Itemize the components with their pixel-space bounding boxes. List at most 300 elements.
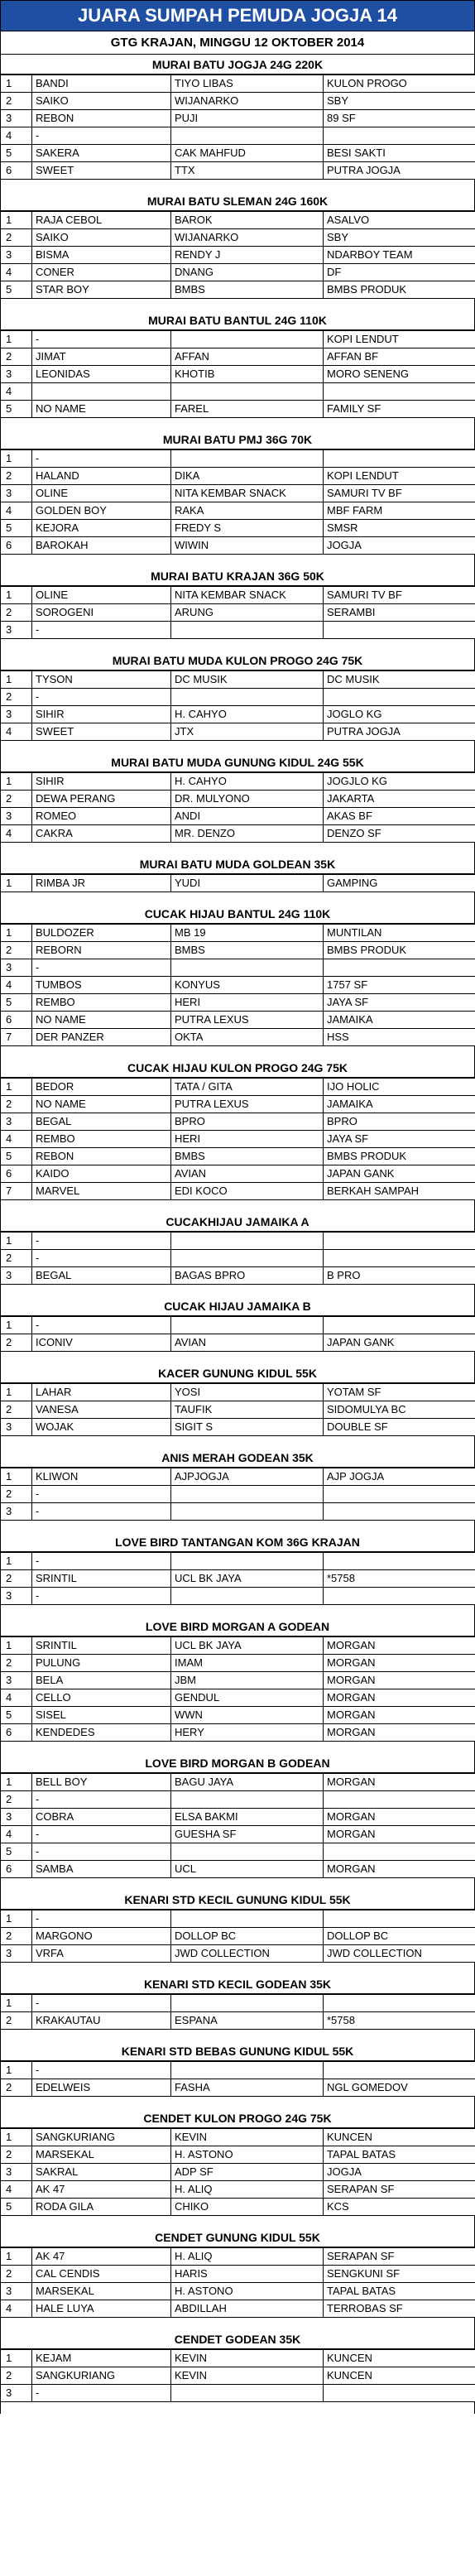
rank-cell: 2: [1, 2367, 32, 2385]
rank-cell: 1: [1, 1553, 32, 1570]
team-cell: AFFAN BF: [324, 348, 475, 366]
rank-cell: 3: [1, 2164, 32, 2181]
owner-cell: TATA / GITA: [171, 1079, 324, 1096]
results-table: [0, 74, 475, 180]
table-row: [1, 622, 475, 639]
owner-cell: BPRO: [171, 1113, 324, 1131]
bird-name-cell: HALE LUYA: [32, 2300, 171, 2318]
team-cell: MORGAN: [324, 1724, 475, 1742]
rank-cell: 1: [1, 1468, 32, 1486]
rank-cell: 2: [1, 689, 32, 706]
bird-name-cell: REBON: [32, 110, 171, 127]
table-row: [1, 1148, 475, 1165]
category-title: MURAI BATU KRAJAN 36G 50K: [0, 566, 475, 586]
bird-name-cell: ROMEO: [32, 808, 171, 825]
table-row: [1, 2248, 475, 2266]
table-row: [1, 1672, 475, 1689]
team-cell: PUTRA JOGJA: [324, 162, 475, 180]
bird-name-cell: DEWA PERANG: [32, 791, 171, 808]
bird-name-cell: SRINTIL: [32, 1570, 171, 1588]
table-row: [1, 671, 475, 689]
team-cell: MORGAN: [324, 1774, 475, 1791]
owner-cell: FASHA: [171, 2079, 324, 2097]
team-cell: SERAPAN SF: [324, 2181, 475, 2199]
table-row: [1, 1250, 475, 1267]
category-title: MURAI BATU MUDA GOLDEAN 35K: [0, 854, 475, 874]
rank-cell: 1: [1, 1637, 32, 1655]
table-row: [1, 604, 475, 622]
table-row: [1, 1233, 475, 1250]
category-title: KENARI STD KECIL GODEAN 35K: [0, 1974, 475, 1994]
owner-cell: [171, 622, 324, 639]
table-row: [1, 1079, 475, 1096]
team-cell: B PRO: [324, 1267, 475, 1285]
owner-cell: RENDY J: [171, 247, 324, 264]
team-cell: KOPI LENDUT: [324, 331, 475, 348]
table-row: [1, 994, 475, 1012]
team-cell: NDARBOY TEAM: [324, 247, 475, 264]
bird-name-cell: -: [32, 1843, 171, 1861]
team-cell: [324, 1843, 475, 1861]
bird-name-cell: MARGONO: [32, 1928, 171, 1945]
team-cell: [324, 622, 475, 639]
bird-name-cell: -: [32, 1486, 171, 1503]
rank-cell: 5: [1, 145, 32, 162]
table-row: [1, 1655, 475, 1672]
team-cell: JOGJLO KG: [324, 773, 475, 791]
table-row: [1, 825, 475, 843]
bird-name-cell: BELL BOY: [32, 1774, 171, 1791]
owner-cell: HERY: [171, 1724, 324, 1742]
results-table: [0, 2061, 475, 2097]
rank-cell: 2: [1, 604, 32, 622]
rank-cell: 3: [1, 247, 32, 264]
team-cell: PUTRA JOGJA: [324, 723, 475, 741]
bird-name-cell: REBON: [32, 1148, 171, 1165]
team-cell: MORGAN: [324, 1861, 475, 1878]
bird-name-cell: BELA: [32, 1672, 171, 1689]
team-cell: [324, 1250, 475, 1267]
team-cell: BESI SAKTI: [324, 145, 475, 162]
bird-name-cell: -: [32, 450, 171, 468]
owner-cell: HARIS: [171, 2266, 324, 2283]
owner-cell: DIKA: [171, 468, 324, 485]
table-row: [1, 2367, 475, 2385]
bird-name-cell: PULUNG: [32, 1655, 171, 1672]
owner-cell: [171, 1553, 324, 1570]
team-cell: MBF FARM: [324, 502, 475, 520]
owner-cell: NITA KEMBAR SNACK: [171, 485, 324, 502]
category-title: CENDET KULON PROGO 24G 75K: [0, 2108, 475, 2128]
team-cell: KOPI LENDUT: [324, 468, 475, 485]
bird-name-cell: LAHAR: [32, 1384, 171, 1401]
team-cell: SMSR: [324, 520, 475, 537]
team-cell: SAMURI TV BF: [324, 485, 475, 502]
bird-name-cell: -: [32, 1553, 171, 1570]
bird-name-cell: KEJAM: [32, 2350, 171, 2367]
team-cell: JOGLO KG: [324, 706, 475, 723]
table-row: [1, 791, 475, 808]
category-title: MURAI BATU JOGJA 24G 220K: [0, 55, 475, 74]
table-row: [1, 1384, 475, 1401]
table-row: [1, 212, 475, 229]
rank-cell: 2: [1, 1928, 32, 1945]
rank-cell: 3: [1, 1267, 32, 1285]
team-cell: MORGAN: [324, 1689, 475, 1707]
table-row: [1, 383, 475, 401]
owner-cell: AJPJOGJA: [171, 1468, 324, 1486]
bird-name-cell: SAIKO: [32, 93, 171, 110]
results-table: [0, 924, 475, 1046]
owner-cell: ESPANA: [171, 2012, 324, 2030]
category-title: CUCAK HIJAU JAMAIKA B: [0, 1296, 475, 1316]
rank-cell: 1: [1, 587, 32, 604]
owner-cell: H. ASTONO: [171, 2283, 324, 2300]
results-table: [0, 1468, 475, 1521]
rank-cell: 1: [1, 1910, 32, 1928]
table-row: [1, 2283, 475, 2300]
team-cell: MORGAN: [324, 1655, 475, 1672]
team-cell: [324, 1503, 475, 1521]
team-cell: SENGKUNI SF: [324, 2266, 475, 2283]
table-row: [1, 247, 475, 264]
bird-name-cell: SIHIR: [32, 706, 171, 723]
table-row: [1, 468, 475, 485]
section-spacer: [0, 892, 475, 904]
rank-cell: 3: [1, 1588, 32, 1605]
owner-cell: H. CAHYO: [171, 773, 324, 791]
bird-name-cell: -: [32, 1503, 171, 1521]
bird-name-cell: CAL CENDIS: [32, 2266, 171, 2283]
rank-cell: 4: [1, 1826, 32, 1843]
table-row: [1, 1113, 475, 1131]
bird-name-cell: NO NAME: [32, 1096, 171, 1113]
owner-cell: JWD COLLECTION: [171, 1945, 324, 1963]
table-row: [1, 2012, 475, 2030]
rank-cell: 2: [1, 1570, 32, 1588]
bird-name-cell: BEGAL: [32, 1267, 171, 1285]
table-row: [1, 1588, 475, 1605]
team-cell: 89 SF: [324, 110, 475, 127]
bird-name-cell: REMBO: [32, 1131, 171, 1148]
rank-cell: 2: [1, 1250, 32, 1267]
rank-cell: 3: [1, 1113, 32, 1131]
table-row: [1, 162, 475, 180]
section-spacer: [0, 2097, 475, 2108]
team-cell: JAPAN GANK: [324, 1165, 475, 1183]
bird-name-cell: -: [32, 2385, 171, 2402]
section-spacer: [0, 1285, 475, 1296]
bird-name-cell: VANESA: [32, 1401, 171, 1419]
table-row: [1, 2266, 475, 2283]
table-row: [1, 520, 475, 537]
team-cell: DOUBLE SF: [324, 1419, 475, 1436]
rank-cell: 4: [1, 264, 32, 281]
table-row: [1, 1707, 475, 1724]
rank-cell: 4: [1, 2181, 32, 2199]
owner-cell: [171, 1250, 324, 1267]
bird-name-cell: NO NAME: [32, 1012, 171, 1029]
rank-cell: 4: [1, 825, 32, 843]
owner-cell: TAUFIK: [171, 1401, 324, 1419]
team-cell: JAMAIKA: [324, 1096, 475, 1113]
results-sections: [0, 55, 475, 2414]
table-row: [1, 229, 475, 247]
team-cell: DENZO SF: [324, 825, 475, 843]
results-table: [0, 1316, 475, 1352]
rank-cell: 6: [1, 1012, 32, 1029]
rank-cell: 1: [1, 875, 32, 892]
table-row: [1, 1861, 475, 1878]
table-row: [1, 2385, 475, 2402]
bird-name-cell: STAR BOY: [32, 281, 171, 299]
bird-name-cell: REBORN: [32, 942, 171, 959]
rank-cell: 6: [1, 1165, 32, 1183]
rank-cell: 2: [1, 2079, 32, 2097]
bird-name-cell: VRFA: [32, 1945, 171, 1963]
category-title: CUCAKHIJAU JAMAIKA A: [0, 1212, 475, 1232]
table-row: [1, 1401, 475, 1419]
bird-name-cell: LEONIDAS: [32, 366, 171, 383]
rank-cell: 3: [1, 1809, 32, 1826]
owner-cell: EDI KOCO: [171, 1183, 324, 1200]
team-cell: BMBS PRODUK: [324, 281, 475, 299]
rank-cell: 2: [1, 93, 32, 110]
category-title: CUCAK HIJAU KULON PROGO 24G 75K: [0, 1058, 475, 1078]
table-row: [1, 689, 475, 706]
category-title: LOVE BIRD MORGAN B GODEAN: [0, 1753, 475, 1773]
bird-name-cell: BEDOR: [32, 1079, 171, 1096]
owner-cell: [171, 689, 324, 706]
bird-name-cell: TYSON: [32, 671, 171, 689]
owner-cell: FREDY S: [171, 520, 324, 537]
table-row: [1, 1012, 475, 1029]
rank-cell: 4: [1, 723, 32, 741]
team-cell: SAMURI TV BF: [324, 587, 475, 604]
rank-cell: 3: [1, 1945, 32, 1963]
table-row: [1, 1724, 475, 1742]
bird-name-cell: SANGKURIANG: [32, 2367, 171, 2385]
bird-name-cell: AK 47: [32, 2181, 171, 2199]
owner-cell: IMAM: [171, 1655, 324, 1672]
team-cell: SERAPAN SF: [324, 2248, 475, 2266]
rank-cell: 4: [1, 1131, 32, 1148]
owner-cell: GENDUL: [171, 1689, 324, 1707]
bird-name-cell: RIMBA JR: [32, 875, 171, 892]
team-cell: JAPAN GANK: [324, 1334, 475, 1352]
table-row: [1, 485, 475, 502]
section-spacer: [0, 741, 475, 752]
table-row: [1, 2181, 475, 2199]
owner-cell: BAGU JAYA: [171, 1774, 324, 1791]
bird-name-cell: SANGKURIANG: [32, 2129, 171, 2146]
table-row: [1, 1570, 475, 1588]
rank-cell: 2: [1, 2266, 32, 2283]
team-cell: [324, 1791, 475, 1809]
bird-name-cell: SWEET: [32, 162, 171, 180]
team-cell: [324, 1910, 475, 1928]
owner-cell: WIJANARKO: [171, 229, 324, 247]
table-row: [1, 93, 475, 110]
table-row: [1, 1486, 475, 1503]
category-title: KACER GUNUNG KIDUL 55K: [0, 1363, 475, 1383]
results-table: [0, 449, 475, 555]
rank-cell: 4: [1, 127, 32, 145]
owner-cell: AVIAN: [171, 1165, 324, 1183]
rank-cell: 2: [1, 1655, 32, 1672]
rank-cell: 1: [1, 671, 32, 689]
table-row: [1, 264, 475, 281]
owner-cell: KHOTIB: [171, 366, 324, 383]
category-title: MURAI BATU MUDA KULON PROGO 24G 75K: [0, 651, 475, 670]
rank-cell: 1: [1, 925, 32, 942]
bird-name-cell: -: [32, 1995, 171, 2012]
bird-name-cell: CAKRA: [32, 825, 171, 843]
owner-cell: CAK MAHFUD: [171, 145, 324, 162]
owner-cell: HERI: [171, 1131, 324, 1148]
section-spacer: [0, 299, 475, 310]
owner-cell: DR. MULYONO: [171, 791, 324, 808]
rank-cell: 2: [1, 2146, 32, 2164]
section-spacer: [0, 1605, 475, 1617]
table-row: [1, 1183, 475, 1200]
team-cell: [324, 1553, 475, 1570]
owner-cell: WIWIN: [171, 537, 324, 555]
owner-cell: PUJI: [171, 110, 324, 127]
owner-cell: DOLLOP BC: [171, 1928, 324, 1945]
table-row: [1, 1928, 475, 1945]
team-cell: MORGAN: [324, 1637, 475, 1655]
bird-name-cell: KAIDO: [32, 1165, 171, 1183]
owner-cell: [171, 1995, 324, 2012]
bird-name-cell: AK 47: [32, 2248, 171, 2266]
rank-cell: 2: [1, 348, 32, 366]
section-spacer: [0, 843, 475, 854]
section-spacer: [0, 2402, 475, 2414]
team-cell: SBY: [324, 93, 475, 110]
team-cell: JWD COLLECTION: [324, 1945, 475, 1963]
rank-cell: 1: [1, 1079, 32, 1096]
rank-cell: 1: [1, 2350, 32, 2367]
owner-cell: SIGIT S: [171, 1419, 324, 1436]
owner-cell: JTX: [171, 723, 324, 741]
bird-name-cell: -: [32, 689, 171, 706]
rank-cell: 6: [1, 1861, 32, 1878]
table-row: [1, 1317, 475, 1334]
table-row: [1, 1809, 475, 1826]
team-cell: AJP JOGJA: [324, 1468, 475, 1486]
owner-cell: DNANG: [171, 264, 324, 281]
section-spacer: [0, 1878, 475, 1890]
rank-cell: 7: [1, 1183, 32, 1200]
team-cell: *5758: [324, 2012, 475, 2030]
rank-cell: 2: [1, 468, 32, 485]
team-cell: DC MUSIK: [324, 671, 475, 689]
team-cell: MUNTILAN: [324, 925, 475, 942]
section-spacer: [0, 1521, 475, 1532]
team-cell: [324, 689, 475, 706]
section-spacer: [0, 1436, 475, 1448]
results-table: [0, 1383, 475, 1436]
table-row: [1, 1419, 475, 1436]
rank-cell: 2: [1, 791, 32, 808]
owner-cell: WWN: [171, 1707, 324, 1724]
results-table: [0, 2128, 475, 2216]
rank-cell: 1: [1, 2062, 32, 2079]
team-cell: TAPAL BATAS: [324, 2283, 475, 2300]
rank-cell: 1: [1, 1995, 32, 2012]
team-cell: 1757 SF: [324, 977, 475, 994]
bird-name-cell: MARVEL: [32, 1183, 171, 1200]
team-cell: KUNCEN: [324, 2129, 475, 2146]
team-cell: [324, 1588, 475, 1605]
category-title: KENARI STD BEBAS GUNUNG KIDUL 55K: [0, 2041, 475, 2061]
team-cell: JAYA SF: [324, 1131, 475, 1148]
bird-name-cell: RAJA CEBOL: [32, 212, 171, 229]
table-row: [1, 1910, 475, 1928]
bird-name-cell: -: [32, 1588, 171, 1605]
rank-cell: 2: [1, 1096, 32, 1113]
table-row: [1, 1637, 475, 1655]
bird-name-cell: -: [32, 959, 171, 977]
rank-cell: 5: [1, 520, 32, 537]
team-cell: [324, 1317, 475, 1334]
bird-name-cell: OLINE: [32, 587, 171, 604]
results-table: [0, 2349, 475, 2402]
rank-cell: 3: [1, 366, 32, 383]
rank-cell: 5: [1, 1148, 32, 1165]
table-row: [1, 450, 475, 468]
team-cell: YOTAM SF: [324, 1384, 475, 1401]
team-cell: ASALVO: [324, 212, 475, 229]
team-cell: KUNCEN: [324, 2367, 475, 2385]
table-row: [1, 1689, 475, 1707]
owner-cell: PUTRA LEXUS: [171, 1012, 324, 1029]
rank-cell: 7: [1, 1029, 32, 1046]
rank-cell: 1: [1, 2129, 32, 2146]
rank-cell: 4: [1, 1689, 32, 1707]
team-cell: [324, 1486, 475, 1503]
rank-cell: 2: [1, 1334, 32, 1352]
section-spacer: [0, 180, 475, 191]
results-table: [0, 1994, 475, 2030]
bird-name-cell: WOJAK: [32, 1419, 171, 1436]
owner-cell: KEVIN: [171, 2350, 324, 2367]
owner-cell: KONYUS: [171, 977, 324, 994]
owner-cell: BMBS: [171, 942, 324, 959]
owner-cell: [171, 1791, 324, 1809]
rank-cell: 2: [1, 1486, 32, 1503]
team-cell: DOLLOP BC: [324, 1928, 475, 1945]
table-row: [1, 1096, 475, 1113]
rank-cell: 5: [1, 401, 32, 418]
category-title: CUCAK HIJAU BANTUL 24G 110K: [0, 904, 475, 924]
team-cell: [324, 383, 475, 401]
bird-name-cell: SIHIR: [32, 773, 171, 791]
bird-name-cell: -: [32, 622, 171, 639]
category-title: ANIS MERAH GODEAN 35K: [0, 1448, 475, 1468]
bird-name-cell: -: [32, 127, 171, 145]
table-row: [1, 281, 475, 299]
rank-cell: 2: [1, 229, 32, 247]
table-row: [1, 1945, 475, 1963]
table-row: [1, 1165, 475, 1183]
team-cell: SERAMBI: [324, 604, 475, 622]
owner-cell: [171, 1317, 324, 1334]
team-cell: [324, 959, 475, 977]
table-row: [1, 1131, 475, 1148]
rank-cell: 3: [1, 622, 32, 639]
